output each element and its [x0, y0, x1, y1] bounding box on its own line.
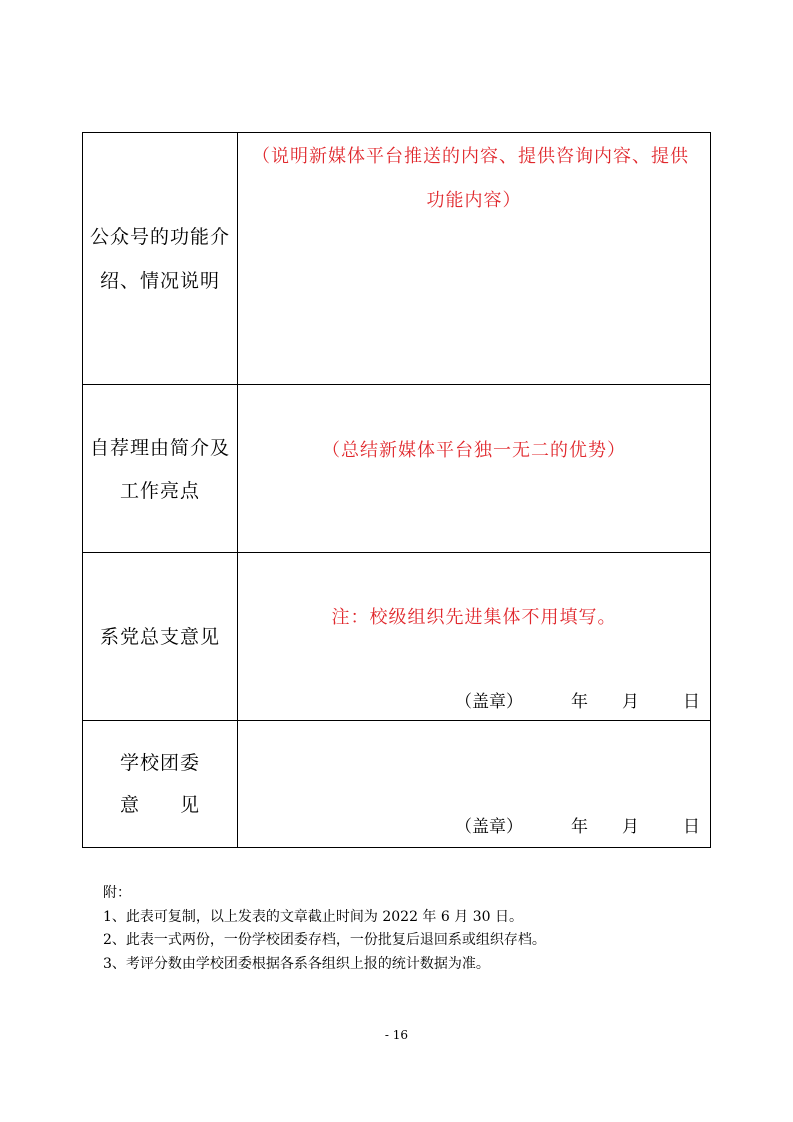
month-label: 月	[622, 692, 639, 712]
school-committee-row	[83, 721, 711, 848]
department-opinion-note: 注：校级组织先进集体不用填写。	[331, 607, 617, 628]
seal-label: （盖章）	[455, 692, 523, 712]
footnotes-heading: 附：	[103, 885, 131, 901]
department-opinion-content-cell[interactable]	[238, 553, 711, 721]
function-intro-label-line2: 绍、情况说明	[99, 270, 220, 292]
department-signature-line	[455, 687, 700, 712]
year-label: 年	[571, 692, 588, 712]
footnote-item: 1、此表可复制，以上发表的文章截止时间为 2022 年 6 月 30 日。	[103, 908, 523, 925]
function-intro-label-line1: 公众号的功能介	[89, 226, 230, 248]
department-opinion-label: 系党总支意见	[99, 626, 220, 648]
recommendation-label-line2: 工作亮点	[119, 480, 200, 502]
recommendation-label-cell	[83, 385, 238, 553]
function-intro-hint-line2: 功能内容）	[426, 190, 522, 211]
school-committee-signature-line	[455, 812, 700, 837]
department-opinion-row	[83, 553, 711, 721]
recommendation-content-cell[interactable]	[238, 385, 711, 553]
footnote-item: 2、此表一式两份，一份学校团委存档，一份批复后退回系或组织存档。	[103, 932, 546, 948]
school-committee-label-line2: 意 见	[119, 794, 200, 816]
school-committee-label-line1: 学校团委	[119, 752, 200, 774]
department-opinion-label-cell	[83, 553, 238, 721]
function-intro-hint-line1: （说明新媒体平台推送的内容、提供咨询内容、提供	[252, 146, 689, 167]
function-intro-label-cell	[83, 133, 238, 385]
application-form-table	[82, 132, 711, 848]
school-committee-label-cell	[83, 721, 238, 848]
month-label: 月	[622, 817, 639, 837]
function-intro-row	[83, 133, 711, 385]
seal-label: （盖章）	[455, 817, 523, 837]
footnotes	[103, 882, 546, 976]
year-label: 年	[571, 817, 588, 837]
school-committee-content-cell[interactable]	[238, 721, 711, 848]
footnote-item: 3、考评分数由学校团委根据各系各组织上报的统计数据为准。	[103, 955, 490, 972]
recommendation-row	[83, 385, 711, 553]
day-label: 日	[683, 817, 700, 837]
recommendation-label-line1: 自荐理由简介及	[89, 437, 230, 459]
function-intro-content-cell[interactable]	[238, 133, 711, 385]
page-number: - 16	[384, 1028, 409, 1042]
day-label: 日	[683, 692, 700, 712]
recommendation-hint: （总结新媒体平台独一无二的优势）	[322, 440, 626, 461]
